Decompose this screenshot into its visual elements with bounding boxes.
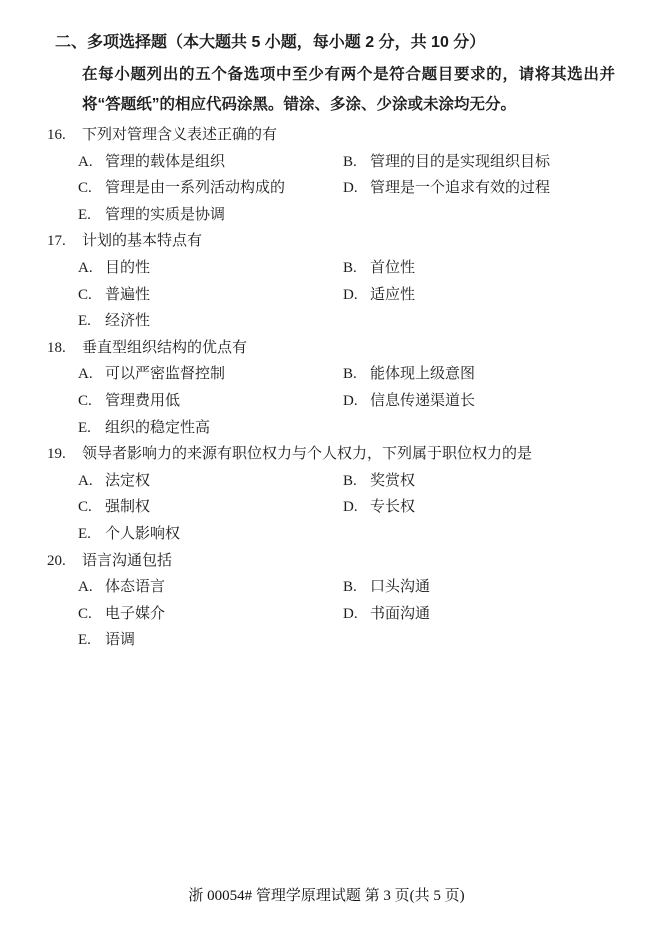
question-stem: 语言沟通包括 [82, 552, 173, 569]
question-stem: 计划的基本特点有 [82, 233, 203, 250]
option-text: 信息传递渠道长 [370, 392, 476, 409]
option-item [78, 361, 343, 388]
option-text: 组织的稳定性高 [105, 419, 211, 436]
option-text: 奖赏权 [370, 472, 416, 489]
question-number: 19. [47, 446, 66, 463]
option-item [343, 494, 613, 521]
section-title: 多项选择题（本大题共 5 小题，每小题 2 分，共 10 分） [87, 34, 486, 51]
question-block [47, 441, 613, 547]
question-block [47, 335, 613, 441]
question-block [47, 122, 613, 228]
option-label: C. [78, 605, 92, 622]
option-label: E. [78, 632, 91, 649]
option-text: 适应性 [370, 286, 416, 303]
option-label: C. [78, 392, 92, 409]
option-item [78, 255, 343, 282]
option-text: 书面沟通 [370, 605, 431, 622]
question-options [78, 468, 613, 548]
option-label: C. [78, 180, 92, 197]
option-label: D. [343, 499, 358, 516]
option-label: B. [343, 259, 357, 276]
option-text: 个人影响权 [105, 525, 181, 542]
question-block [47, 228, 613, 334]
option-label: B. [343, 153, 357, 170]
option-label: E. [78, 525, 91, 542]
option-text: 普遍性 [105, 286, 151, 303]
question-number: 17. [47, 233, 66, 250]
option-text: 管理的实质是协调 [105, 206, 226, 223]
option-item [343, 255, 613, 282]
option-text: 专长权 [370, 499, 416, 516]
option-item [343, 601, 613, 628]
option-label: D. [343, 605, 358, 622]
question-options [78, 361, 613, 441]
option-label: A. [78, 579, 93, 596]
option-text: 电子媒介 [105, 605, 166, 622]
section-instructions: 在每小题列出的五个备选项中至少有两个是符合题目要求的，请将其选出并将“答题纸”的相应代码涂黑。错涂、多涂、少涂或未涂均无分。 [82, 66, 615, 113]
option-text: 体态语言 [105, 579, 166, 596]
question-options [78, 255, 613, 335]
option-label: A. [78, 153, 93, 170]
page-footer: 浙 00054# 管理学原理试题 第 3 页(共 5 页) [188, 888, 465, 904]
option-item [343, 282, 613, 309]
option-item [78, 282, 343, 309]
question-list [47, 122, 613, 654]
option-item [78, 601, 343, 628]
option-item [78, 521, 343, 548]
option-text: 首位性 [370, 259, 416, 276]
option-item [78, 415, 343, 442]
option-label: A. [78, 366, 93, 383]
option-label: E. [78, 206, 91, 223]
option-item [78, 388, 343, 415]
option-label: D. [343, 286, 358, 303]
question-head [47, 335, 613, 362]
section-number: 二、 [55, 34, 88, 51]
option-text: 语调 [105, 632, 136, 649]
option-item [78, 494, 343, 521]
question-number: 18. [47, 339, 66, 356]
option-item [343, 388, 613, 415]
question-head [47, 228, 613, 255]
option-item [78, 175, 343, 202]
option-text: 目的性 [105, 259, 151, 276]
question-options [78, 149, 613, 229]
option-label: D. [343, 180, 358, 197]
option-label: C. [78, 286, 92, 303]
option-text: 口头沟通 [370, 579, 431, 596]
question-block [47, 548, 613, 654]
option-text: 法定权 [105, 472, 151, 489]
option-text: 能体现上级意图 [370, 366, 476, 383]
question-stem: 领导者影响力的来源有职位权力与个人权力，下列属于职位权力的是 [82, 446, 533, 463]
question-number: 16. [47, 127, 66, 143]
option-label: E. [78, 419, 91, 436]
option-text: 管理是一个追求有效的过程 [370, 180, 551, 197]
option-item [78, 468, 343, 495]
option-item [78, 202, 343, 229]
exam-content [47, 30, 613, 654]
question-head [47, 122, 613, 149]
option-text: 管理费用低 [105, 392, 181, 409]
option-item [78, 149, 343, 176]
option-item [343, 175, 613, 202]
option-text: 可以严密监督控制 [105, 366, 226, 383]
option-label: C. [78, 499, 92, 516]
option-text: 管理的目的是实现组织目标 [370, 153, 551, 170]
option-text: 管理的载体是组织 [105, 153, 226, 170]
option-text: 管理是由一系列活动构成的 [105, 180, 286, 197]
option-item [78, 627, 343, 654]
question-options [78, 574, 613, 654]
option-item [78, 308, 343, 335]
option-item [343, 574, 613, 601]
option-label: B. [343, 472, 357, 489]
section-header [55, 30, 613, 56]
option-label: D. [343, 392, 358, 409]
option-label: B. [343, 366, 357, 383]
option-item [78, 574, 343, 601]
option-item [343, 468, 613, 495]
question-stem: 下列对管理含义表述正确的有 [82, 127, 278, 143]
option-item [343, 361, 613, 388]
question-head [47, 441, 613, 468]
option-item [343, 149, 613, 176]
option-label: B. [343, 579, 357, 596]
option-label: E. [78, 313, 91, 330]
option-label: A. [78, 472, 93, 489]
option-text: 经济性 [105, 313, 151, 330]
option-label: A. [78, 259, 93, 276]
question-head [47, 548, 613, 575]
option-text: 强制权 [105, 499, 151, 516]
question-stem: 垂直型组织结构的优点有 [82, 339, 248, 356]
question-number: 20. [47, 552, 66, 569]
